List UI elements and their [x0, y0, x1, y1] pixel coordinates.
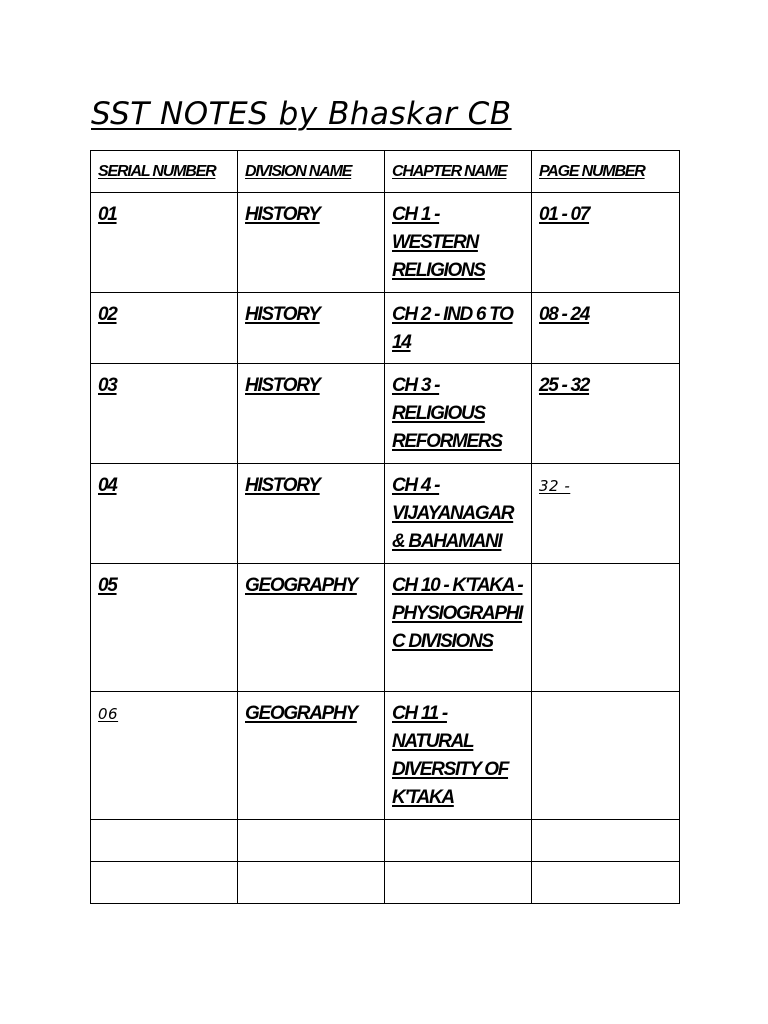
- division-cell: HISTORY: [238, 193, 385, 293]
- serial-cell: 05: [91, 564, 238, 692]
- empty-cell: [238, 862, 385, 904]
- table-row: [91, 692, 680, 820]
- chapter-cell: CH 3 - RELIGIOUS REFORMERS: [385, 364, 532, 464]
- serial-cell: 02: [91, 293, 238, 364]
- header-chapter-name: CHAPTER NAME: [385, 151, 532, 193]
- header-serial-number: SERIAL NUMBER: [91, 151, 238, 193]
- pages-cell: [532, 692, 680, 820]
- division-cell: HISTORY: [238, 293, 385, 364]
- pages-cell: [532, 564, 680, 692]
- header-division-name: DIVISION NAME: [238, 151, 385, 193]
- empty-cell: [91, 820, 238, 862]
- empty-row: [91, 862, 680, 904]
- table-row: [91, 193, 680, 293]
- chapter-cell: CH 1 - WESTERN RELIGIONS: [385, 193, 532, 293]
- notes-table: [90, 150, 680, 904]
- empty-cell: [532, 862, 680, 904]
- serial-cell: 06: [91, 692, 238, 820]
- table-row: [91, 293, 680, 364]
- division-cell: GEOGRAPHY: [238, 692, 385, 820]
- empty-cell: [385, 862, 532, 904]
- chapter-cell: CH 2 - IND 6 TO 14: [385, 293, 532, 364]
- empty-cell: [385, 820, 532, 862]
- table-row: [91, 464, 680, 564]
- empty-cell: [532, 820, 680, 862]
- chapter-cell: CH 11 - NATURAL DIVERSITY OF K'TAKA: [385, 692, 532, 820]
- pages-cell: 25 - 32: [532, 364, 680, 464]
- empty-cell: [91, 862, 238, 904]
- pages-cell: 32 -: [532, 464, 680, 564]
- header-page-number: PAGE NUMBER: [532, 151, 680, 193]
- serial-cell: 03: [91, 364, 238, 464]
- table-row: [91, 564, 680, 692]
- page-title: SST NOTES by Bhaskar CB: [91, 96, 512, 132]
- serial-cell: 04: [91, 464, 238, 564]
- serial-cell: 01: [91, 193, 238, 293]
- table-row: [91, 364, 680, 464]
- chapter-cell: CH 4 - VIJAYANAGAR & BAHAMANI: [385, 464, 532, 564]
- division-cell: GEOGRAPHY: [238, 564, 385, 692]
- pages-cell: 08 - 24: [532, 293, 680, 364]
- empty-cell: [238, 820, 385, 862]
- chapter-cell: CH 10 - K'TAKA - PHYSIOGRAPHIC DIVISIONS: [385, 564, 532, 692]
- pages-cell: 01 - 07: [532, 193, 680, 293]
- table-header-row: [91, 151, 680, 193]
- division-cell: HISTORY: [238, 464, 385, 564]
- division-cell: HISTORY: [238, 364, 385, 464]
- empty-row: [91, 820, 680, 862]
